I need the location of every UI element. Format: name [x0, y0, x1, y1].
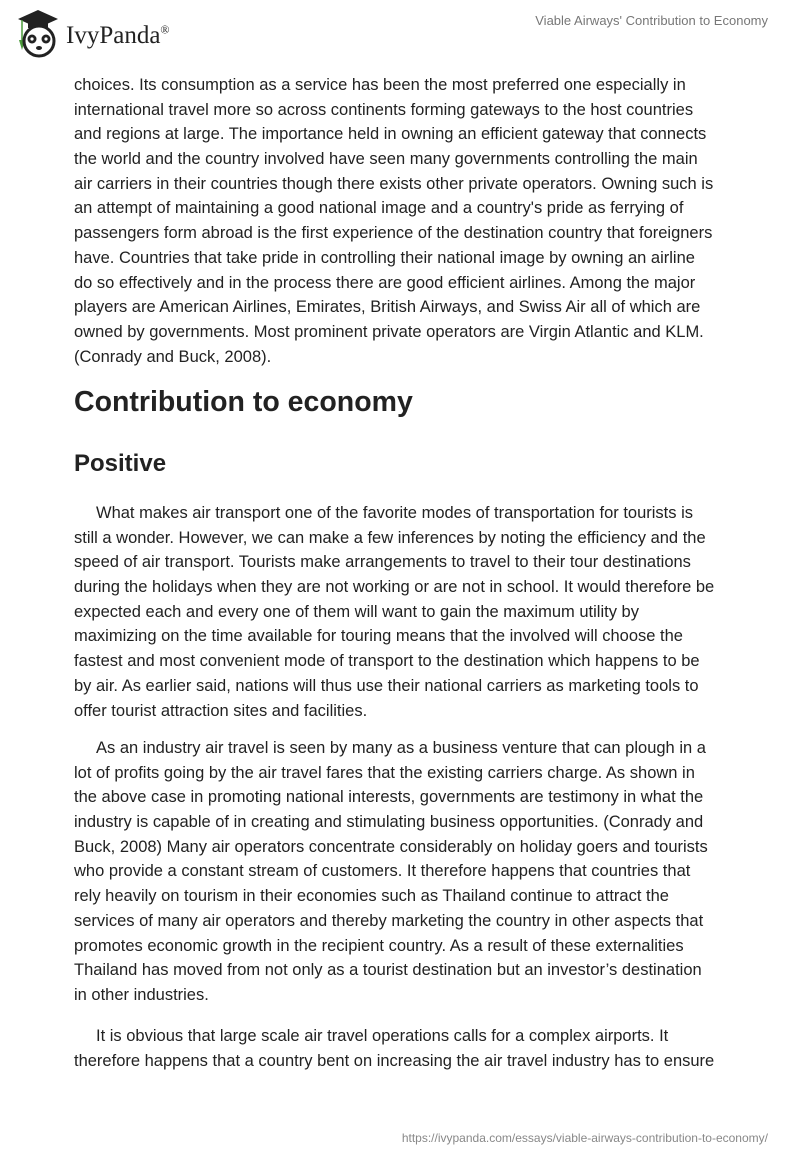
text-line: rely heavily on tourism in their economies such as Thailand continue to attract the	[74, 887, 669, 906]
text-line: in other industries.	[74, 985, 209, 1004]
text-line: It is obvious that large scale air travel operations calls for a complex airports. It	[96, 1027, 669, 1045]
subsection-heading: Positive	[74, 450, 167, 477]
section-heading: Contribution to economy	[74, 386, 413, 418]
text-line: fastest and most convenient mode of transport to the destination which happens to be	[74, 652, 700, 671]
text-line: the above case in promoting national interests, governments are testimony in what the	[74, 788, 704, 807]
text-line: What makes air transport one of the favorite modes of transportation for tourists is	[96, 504, 694, 522]
panda-graduate-icon	[16, 8, 60, 58]
text-line: do so effectively and in the process there are good efficient airlines. Among the major	[74, 273, 696, 292]
text-line: speed of air transport. Tourists make arrangements to travel to their tour destinations	[74, 553, 691, 572]
text-line: an attempt of maintaining a good national image and a country's pride as ferrying of	[74, 199, 684, 218]
text-line: services of many air operators and thereby marketing the country in other aspects that	[74, 911, 704, 930]
text-line: choices. Its consumption as a service has been the most preferred one especially in	[74, 76, 686, 94]
text-line: (Conrady and Buck, 2008).	[74, 347, 272, 366]
text-line: industry is capable of in creating and stimulating business opportunities. (Conrady and	[74, 813, 704, 832]
ivypanda-logo[interactable]	[16, 8, 170, 58]
text-line: during the holidays when they are not working or are not in school. It would therefore be	[74, 578, 715, 597]
text-line: owned by governments. Most prominent private operators are Virgin Atlantic and KLM.	[74, 322, 704, 341]
text-line: offer tourist attraction sites and facilities.	[74, 701, 368, 720]
text-line: who provide a constant stream of customers. It therefore happens that countries that	[74, 862, 691, 881]
paragraph-positive-2	[74, 736, 734, 1008]
paragraph-positive-3	[74, 1024, 734, 1073]
text-line: promotes economic growth in the recipient country. As a result of these externalities	[74, 936, 684, 955]
text-line: air carriers in their countries though there exists other private operators. Owning such is	[74, 174, 714, 193]
logo-text: IvyPanda®	[66, 22, 170, 49]
text-line: still a wonder. However, we can make a few inferences by noting the efficiency and the	[74, 528, 706, 547]
text-line: the world and the country involved have seen many governments controlling the main	[74, 150, 698, 169]
text-line: international travel more so across continents forming gateways to the host countries	[74, 100, 694, 119]
text-line: therefore happens that a country bent on increasing the air travel industry has to ensure	[74, 1051, 715, 1070]
text-line: lot of profits going by the air travel fares that the existing carriers charge. As shown in	[74, 763, 695, 782]
text-line: by air. As earlier said, nations will thus use their national carriers as marketing tools to	[74, 676, 699, 695]
text-line: expected each and every one of them will want to gain the maximum utility by	[74, 602, 639, 621]
paragraph-intro	[74, 73, 734, 369]
text-line: passengers form abroad is the first experience of the destination country that foreigners	[74, 224, 713, 243]
text-line: Thailand has moved from not only as a tourist destination but an investor’s destination	[74, 961, 702, 980]
text-line: and regions at large. The importance held in owning an efficient gateway that connects	[74, 125, 707, 144]
source-url-link[interactable]: https://ivypanda.com/essays/viable-airways-contribution-to-economy/	[401, 1131, 768, 1145]
paragraph-positive-1	[74, 501, 734, 723]
text-line: players are American Airlines, Emirates, British Airways, and Swiss Air all of which are	[74, 298, 701, 317]
text-line: As an industry air travel is seen by many as a business venture that can plough in a	[96, 739, 706, 757]
text-line: have. Countries that take pride in controlling their national image by owning an airline	[74, 248, 695, 267]
document-title: Viable Airways' Contribution to Economy	[535, 13, 768, 28]
text-line: Buck, 2008) Many air operators concentrate considerably on holiday goers and tourists	[74, 837, 708, 856]
text-line: maximizing on the time available for touring means that the involved will choose the	[74, 627, 683, 646]
